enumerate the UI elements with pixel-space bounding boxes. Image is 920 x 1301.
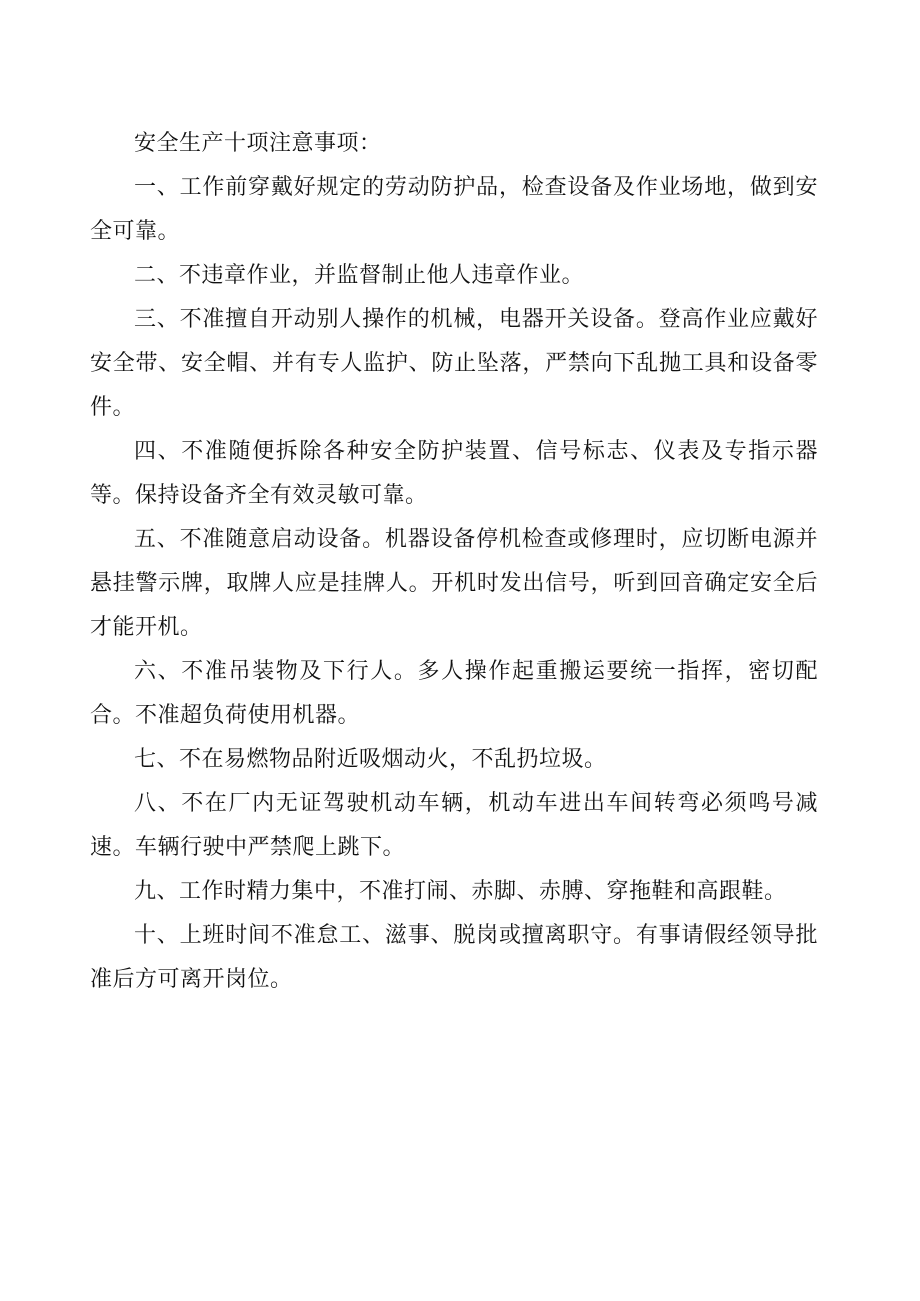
rule-8: 八、不在厂内无证驾驶机动车辆，机动车进出车间转弯必须鸣号减速。车辆行驶中严禁爬上跳下。 bbox=[90, 791, 818, 860]
rule-6: 六、不准吊装物及下行人。多人操作起重搬运要统一指挥，密切配合。不准超负荷使用机器。 bbox=[90, 659, 818, 728]
rule-3: 三、不准擅自开动别人操作的机械，电器开关设备。登高作业应戴好安全带、安全帽、并有专人监护、防止坠落，严禁向下乱抛工具和设备零件。 bbox=[90, 307, 818, 420]
rule-5: 五、不准随意启动设备。机器设备停机检查或修理时，应切断电源并悬挂警示牌，取牌人应是挂牌人。开机时发出信号，听到回音确定安全后才能开机。 bbox=[90, 527, 818, 640]
rule-10: 十、上班时间不准怠工、滋事、脱岗或擅离职守。有事请假经领导批准后方可离开岗位。 bbox=[90, 923, 818, 992]
rule-4: 四、不准随便拆除各种安全防护装置、信号标志、仪表及专指示器等。保持设备齐全有效灵敏可靠。 bbox=[90, 439, 818, 508]
rule-9: 九、工作时精力集中，不准打闹、赤脚、赤膊、穿拖鞋和高跟鞋。 bbox=[134, 879, 787, 904]
document-title: 安全生产十项注意事项： bbox=[134, 131, 382, 156]
document-body bbox=[90, 122, 818, 1002]
rule-2: 二、不违章作业，并监督制止他人违章作业。 bbox=[134, 263, 585, 288]
rule-1: 一、工作前穿戴好规定的劳动防护品，检查设备及作业场地，做到安全可靠。 bbox=[90, 175, 818, 244]
rule-7: 七、不在易燃物品附近吸烟动火，不乱扔垃圾。 bbox=[134, 747, 607, 772]
